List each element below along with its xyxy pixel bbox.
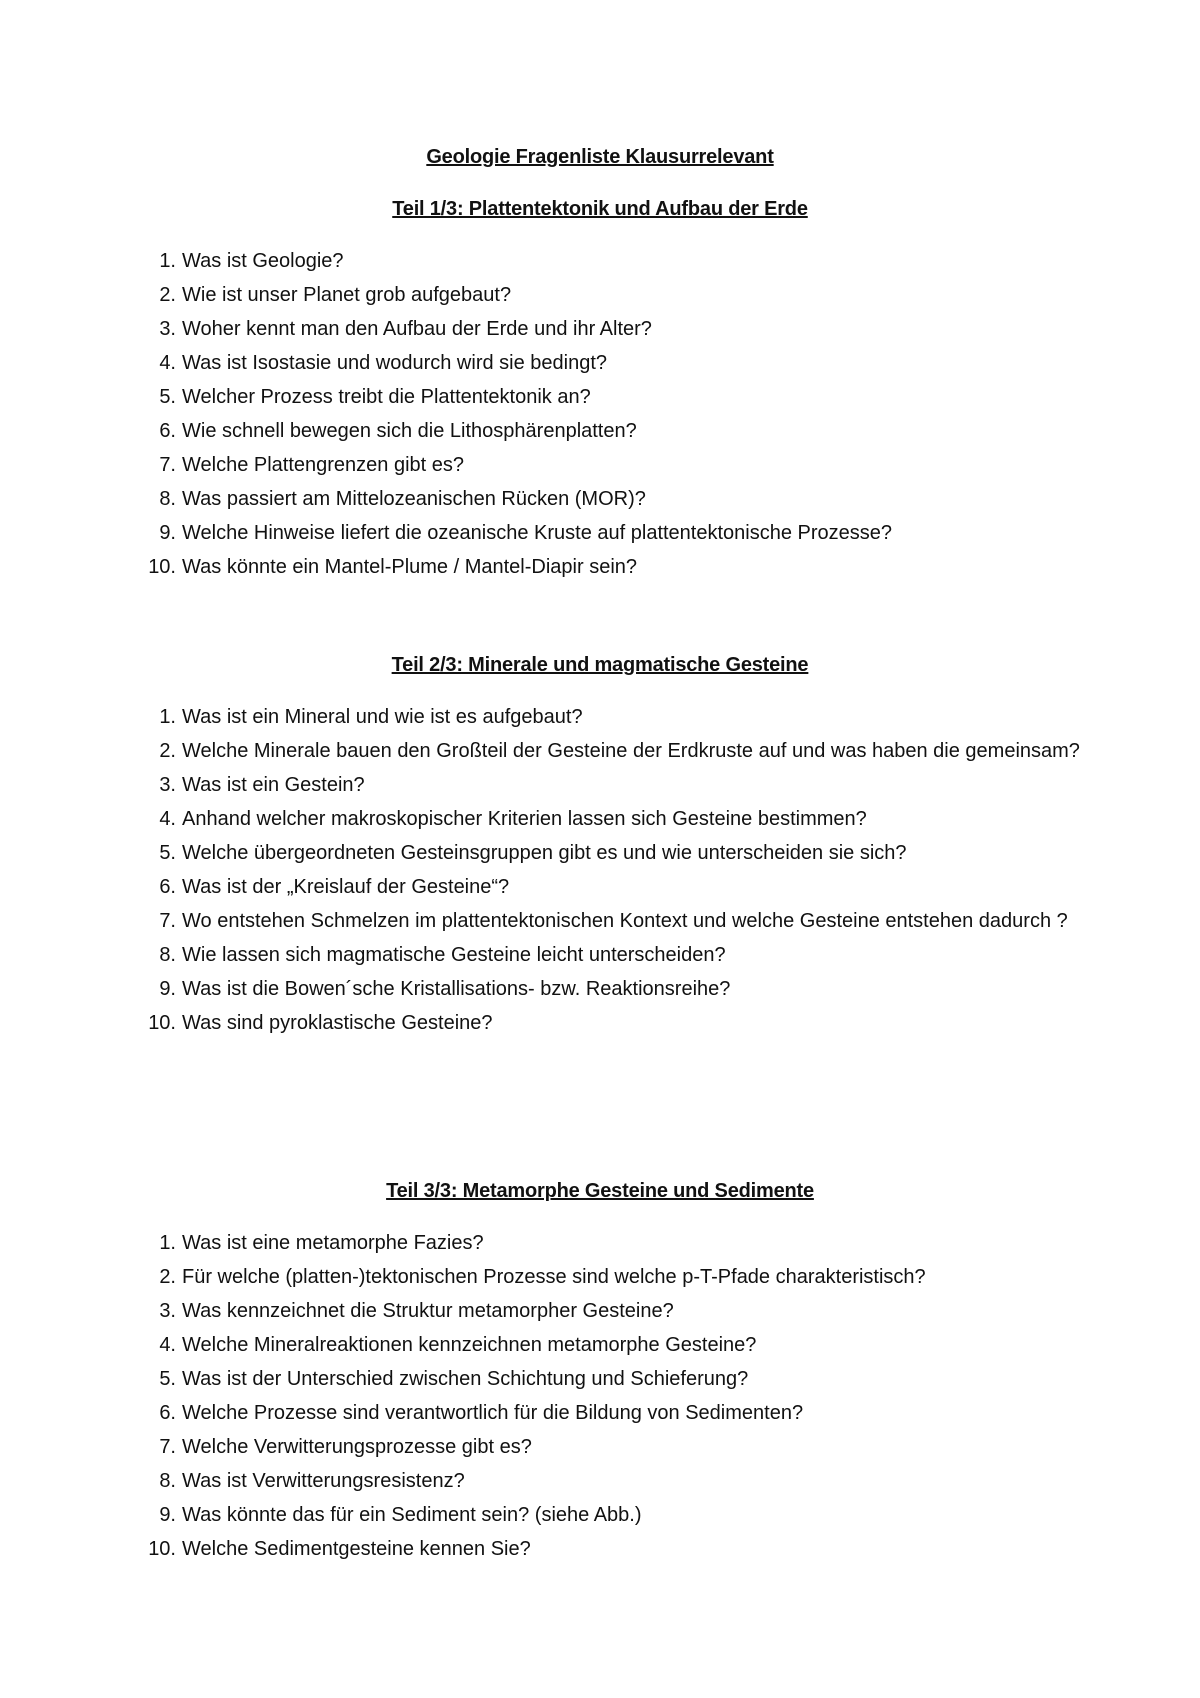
question-text: Welche Hinweise liefert die ozeanische Kruste auf plattentektonische Prozesse? bbox=[182, 522, 893, 544]
question-text: Welche Minerale bauen den Großteil der Gesteine der Erdkruste auf und was haben die gemeinsam? bbox=[182, 740, 1080, 762]
question-item bbox=[140, 768, 1080, 802]
question-text: Welche Sedimentgesteine kennen Sie? bbox=[182, 1538, 531, 1560]
question-item bbox=[140, 312, 1080, 346]
question-number: 4. bbox=[159, 352, 176, 374]
question-item bbox=[140, 836, 1080, 870]
question-number: 2. bbox=[159, 740, 176, 762]
question-number: 10. bbox=[148, 556, 176, 578]
question-list-2 bbox=[140, 700, 1080, 1040]
question-item bbox=[140, 972, 1080, 1006]
question-text: Was passiert am Mittelozeanischen Rücken (MOR)? bbox=[182, 488, 646, 510]
question-number: 2. bbox=[159, 1266, 176, 1288]
question-number: 6. bbox=[159, 420, 176, 442]
question-item bbox=[140, 1532, 1080, 1566]
question-number: 5. bbox=[159, 386, 176, 408]
question-number: 2. bbox=[159, 284, 176, 306]
question-number: 9. bbox=[159, 522, 176, 544]
question-number: 10. bbox=[148, 1538, 176, 1560]
question-text: Was könnte ein Mantel-Plume / Mantel-Diapir sein? bbox=[182, 556, 638, 578]
section-heading-1: Teil 1/3: Plattentektonik und Aufbau der Erde bbox=[392, 198, 808, 220]
question-number: 8. bbox=[159, 944, 176, 966]
question-number: 5. bbox=[159, 842, 176, 864]
question-item bbox=[140, 904, 1080, 938]
question-number: 7. bbox=[159, 910, 176, 932]
question-text: Anhand welcher makroskopischer Kriterien lassen sich Gesteine bestimmen? bbox=[182, 808, 867, 830]
question-number: 6. bbox=[159, 876, 176, 898]
question-text: Was ist Isostasie und wodurch wird sie bedingt? bbox=[182, 352, 608, 374]
question-text: Was ist der „Kreislauf der Gesteine“? bbox=[182, 876, 510, 898]
question-item bbox=[140, 448, 1080, 482]
question-number: 7. bbox=[159, 454, 176, 476]
question-text: Welche Verwitterungsprozesse gibt es? bbox=[182, 1436, 532, 1458]
question-number: 9. bbox=[159, 1504, 176, 1526]
question-item bbox=[140, 1464, 1080, 1498]
question-text: Was ist der Unterschied zwischen Schichtung und Schieferung? bbox=[182, 1368, 749, 1390]
question-number: 5. bbox=[159, 1368, 176, 1390]
question-item bbox=[140, 244, 1080, 278]
question-text: Wo entstehen Schmelzen im plattentektonischen Kontext und welche Gesteine entstehen dadurch ? bbox=[182, 910, 1068, 932]
question-item bbox=[140, 870, 1080, 904]
question-text: Was ist ein Gestein? bbox=[182, 774, 365, 796]
question-text: Welche übergeordneten Gesteinsgruppen gibt es und wie unterscheiden sie sich? bbox=[182, 842, 907, 864]
question-text: Wie schnell bewegen sich die Lithosphärenplatten? bbox=[182, 420, 637, 442]
question-item bbox=[140, 380, 1080, 414]
question-item bbox=[140, 346, 1080, 380]
question-number: 8. bbox=[159, 488, 176, 510]
question-item bbox=[140, 938, 1080, 972]
question-text: Was kennzeichnet die Struktur metamorpher Gesteine? bbox=[182, 1300, 674, 1322]
question-number: 1. bbox=[159, 706, 176, 728]
question-item bbox=[140, 1294, 1080, 1328]
section-heading-2: Teil 2/3: Minerale und magmatische Gesteine bbox=[391, 654, 809, 676]
question-item bbox=[140, 802, 1080, 836]
question-item bbox=[140, 734, 1080, 768]
question-text: Für welche (platten-)tektonischen Prozesse sind welche p-T-Pfade charakteristisch? bbox=[182, 1266, 926, 1288]
question-item bbox=[140, 516, 1080, 550]
question-text: Welcher Prozess treibt die Plattentektonik an? bbox=[182, 386, 591, 408]
question-list-1 bbox=[140, 244, 1080, 584]
question-number: 4. bbox=[159, 1334, 176, 1356]
document-title: Geologie Fragenliste Klausurrelevant bbox=[426, 146, 774, 168]
question-number: 7. bbox=[159, 1436, 176, 1458]
question-text: Wie ist unser Planet grob aufgebaut? bbox=[182, 284, 512, 306]
question-item bbox=[140, 700, 1080, 734]
question-item bbox=[140, 1226, 1080, 1260]
question-item bbox=[140, 278, 1080, 312]
question-number: 3. bbox=[159, 318, 176, 340]
question-item bbox=[140, 1498, 1080, 1532]
question-text: Was ist ein Mineral und wie ist es aufgebaut? bbox=[182, 706, 583, 728]
question-item bbox=[140, 414, 1080, 448]
question-item bbox=[140, 550, 1080, 584]
question-number: 3. bbox=[159, 1300, 176, 1322]
question-number: 6. bbox=[159, 1402, 176, 1424]
question-text: Was ist Verwitterungsresistenz? bbox=[182, 1470, 465, 1492]
question-text: Wie lassen sich magmatische Gesteine leicht unterscheiden? bbox=[182, 944, 726, 966]
question-item bbox=[140, 482, 1080, 516]
question-item bbox=[140, 1260, 1080, 1294]
question-text: Was könnte das für ein Sediment sein? (siehe Abb.) bbox=[182, 1504, 642, 1526]
question-text: Welche Mineralreaktionen kennzeichnen metamorphe Gesteine? bbox=[182, 1334, 757, 1356]
question-item bbox=[140, 1328, 1080, 1362]
question-number: 10. bbox=[148, 1012, 176, 1034]
question-text: Woher kennt man den Aufbau der Erde und ihr Alter? bbox=[182, 318, 652, 340]
question-number: 4. bbox=[159, 808, 176, 830]
question-number: 9. bbox=[159, 978, 176, 1000]
question-list-3 bbox=[140, 1226, 1080, 1566]
question-number: 1. bbox=[159, 250, 176, 272]
question-text: Was sind pyroklastische Gesteine? bbox=[182, 1012, 493, 1034]
question-item bbox=[140, 1430, 1080, 1464]
question-text: Was ist Geologie? bbox=[182, 250, 344, 272]
question-item bbox=[140, 1396, 1080, 1430]
question-number: 3. bbox=[159, 774, 176, 796]
section-heading-3: Teil 3/3: Metamorphe Gesteine und Sedimente bbox=[386, 1180, 814, 1202]
question-text: Was ist die Bowen´sche Kristallisations- bzw. Reaktionsreihe? bbox=[182, 978, 731, 1000]
question-number: 8. bbox=[159, 1470, 176, 1492]
question-text: Was ist eine metamorphe Fazies? bbox=[182, 1232, 484, 1254]
question-number: 1. bbox=[159, 1232, 176, 1254]
question-text: Welche Plattengrenzen gibt es? bbox=[182, 454, 465, 476]
question-item bbox=[140, 1362, 1080, 1396]
question-text: Welche Prozesse sind verantwortlich für die Bildung von Sedimenten? bbox=[182, 1402, 804, 1424]
question-item bbox=[140, 1006, 1080, 1040]
